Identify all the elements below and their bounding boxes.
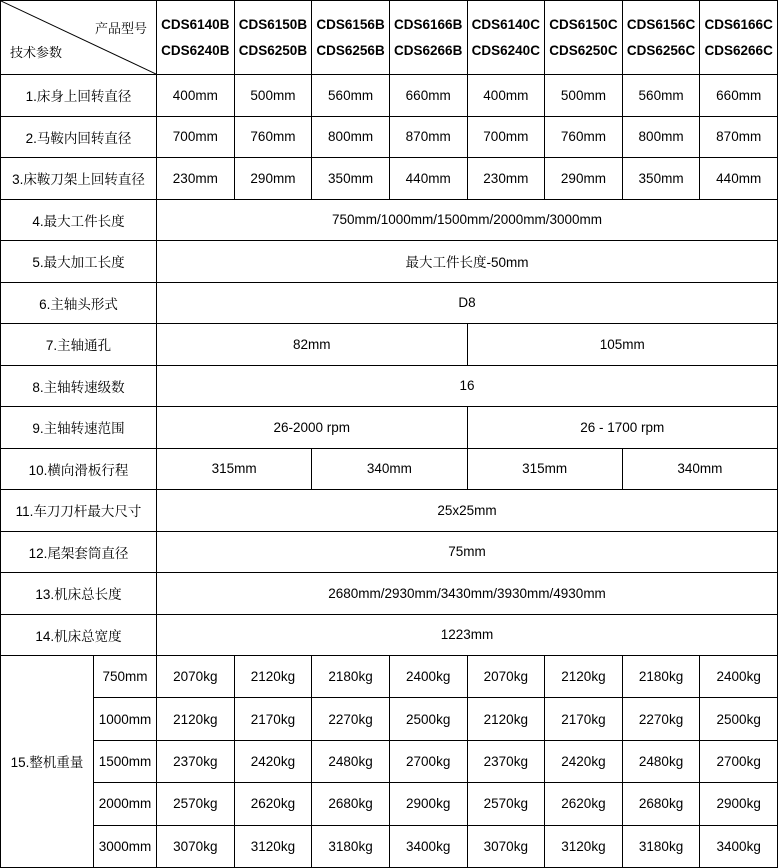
weight-value-cell: 3070kg <box>157 825 235 867</box>
weight-value-cell: 2620kg <box>234 783 312 825</box>
weight-value-cell: 2480kg <box>622 740 700 782</box>
spec-value-cell: 660mm <box>700 75 778 117</box>
model-name-bottom: CDS6250C <box>549 42 618 58</box>
spec-value-cell: 700mm <box>467 116 545 158</box>
spec-value-cell: 500mm <box>234 75 312 117</box>
spec-value-cell: 82mm <box>157 324 468 366</box>
weight-length-cell: 2000mm <box>94 783 157 825</box>
model-name-bottom: CDS6250B <box>238 42 308 58</box>
model-name-bottom: CDS6266C <box>704 42 773 58</box>
spec-row-2 <box>1 116 778 158</box>
model-header-col-2 <box>234 1 312 75</box>
model-name-bottom: CDS6266B <box>394 42 463 58</box>
spec-value-cell: 760mm <box>234 116 312 158</box>
model-name-top: CDS6156C <box>626 16 696 32</box>
spec-value-cell: 340mm <box>312 448 467 490</box>
weight-value-cell: 3120kg <box>234 825 312 867</box>
row-label: 4.最大工件长度 <box>1 199 157 241</box>
model-name-top: CDS6150B <box>238 16 308 32</box>
model-header-col-4 <box>389 1 467 75</box>
model-header-col-1 <box>157 1 235 75</box>
spec-row-12 <box>1 531 778 573</box>
weight-length-cell: 1000mm <box>94 698 157 740</box>
spec-row-11 <box>1 490 778 532</box>
spec-value-cell: 440mm <box>700 158 778 200</box>
weight-value-cell: 2180kg <box>622 656 700 698</box>
weight-value-cell: 2570kg <box>157 783 235 825</box>
spec-value-cell: 230mm <box>467 158 545 200</box>
row-label: 8.主轴转速级数 <box>1 365 157 407</box>
row-label: 1.床身上回转直径 <box>1 75 157 117</box>
row-label: 12.尾架套筒直径 <box>1 531 157 573</box>
model-header-col-5 <box>467 1 545 75</box>
spec-row-5 <box>1 241 778 283</box>
weight-value-cell: 2070kg <box>157 656 235 698</box>
weight-value-cell: 2180kg <box>312 656 390 698</box>
spec-value-cell: 560mm <box>312 75 390 117</box>
weight-value-cell: 3120kg <box>545 825 623 867</box>
spec-value-cell: 800mm <box>312 116 390 158</box>
weight-value-cell: 2400kg <box>700 656 778 698</box>
spec-value-cell: 105mm <box>467 324 778 366</box>
spec-value-cell: 2680mm/2930mm/3430mm/3930mm/4930mm <box>157 573 778 615</box>
row-label: 5.最大加工长度 <box>1 241 157 283</box>
weight-value-cell: 2120kg <box>157 698 235 740</box>
diagonal-divider-line <box>1 1 156 74</box>
corner-cell <box>1 1 157 75</box>
spec-value-cell: 26-2000 rpm <box>157 407 468 449</box>
weight-value-cell: 2700kg <box>700 740 778 782</box>
weight-value-cell: 3400kg <box>700 825 778 867</box>
spec-row-6 <box>1 282 778 324</box>
spec-value-cell: 440mm <box>389 158 467 200</box>
weight-value-cell: 2420kg <box>234 740 312 782</box>
spec-value-cell: 870mm <box>700 116 778 158</box>
spec-value-cell: 760mm <box>545 116 623 158</box>
spec-value-cell: 700mm <box>157 116 235 158</box>
spec-value-cell: 350mm <box>312 158 390 200</box>
spec-table-body <box>1 75 778 868</box>
spec-row-7 <box>1 324 778 366</box>
weight-length-cell: 1500mm <box>94 740 157 782</box>
weight-value-cell: 2370kg <box>157 740 235 782</box>
model-name-top: CDS6140B <box>161 16 230 32</box>
weight-value-cell: 2900kg <box>389 783 467 825</box>
weight-value-cell: 2900kg <box>700 783 778 825</box>
row-label: 3.床鞍刀架上回转直径 <box>1 158 157 200</box>
weight-value-cell: 3180kg <box>622 825 700 867</box>
weight-row-2000mm <box>1 783 778 825</box>
spec-value-cell: 560mm <box>622 75 700 117</box>
row-label: 9.主轴转速范围 <box>1 407 157 449</box>
model-name-top: CDS6166B <box>394 16 463 32</box>
spec-value-cell: 290mm <box>234 158 312 200</box>
weight-row-750mm <box>1 656 778 698</box>
weight-value-cell: 2120kg <box>545 656 623 698</box>
model-header-col-8 <box>700 1 778 75</box>
weight-row-1500mm <box>1 740 778 782</box>
weight-value-cell: 2500kg <box>389 698 467 740</box>
weight-value-cell: 3180kg <box>312 825 390 867</box>
model-name-bottom: CDS6240B <box>161 42 230 58</box>
row-label: 7.主轴通孔 <box>1 324 157 366</box>
model-name-bottom: CDS6240C <box>471 42 540 58</box>
weight-value-cell: 3070kg <box>467 825 545 867</box>
spec-row-4 <box>1 199 778 241</box>
weight-value-cell: 2270kg <box>312 698 390 740</box>
spec-value-cell: 315mm <box>467 448 622 490</box>
spec-row-14 <box>1 614 778 656</box>
spec-value-cell: 26 - 1700 rpm <box>467 407 778 449</box>
model-header-col-6 <box>545 1 623 75</box>
weight-value-cell: 2480kg <box>312 740 390 782</box>
weight-value-cell: 2370kg <box>467 740 545 782</box>
spec-value-cell: 800mm <box>622 116 700 158</box>
weight-value-cell: 2070kg <box>467 656 545 698</box>
weight-value-cell: 2680kg <box>312 783 390 825</box>
spec-value-cell: 25x25mm <box>157 490 778 532</box>
spec-value-cell: 400mm <box>157 75 235 117</box>
weight-value-cell: 2170kg <box>545 698 623 740</box>
row-label: 2.马鞍内回转直径 <box>1 116 157 158</box>
row-label: 14.机床总宽度 <box>1 614 157 656</box>
spec-value-cell: 340mm <box>622 448 777 490</box>
weight-row-3000mm <box>1 825 778 867</box>
spec-value-cell: 660mm <box>389 75 467 117</box>
row-label: 6.主轴头形式 <box>1 282 157 324</box>
spec-row-8 <box>1 365 778 407</box>
spec-value-cell: 870mm <box>389 116 467 158</box>
spec-value-cell: 230mm <box>157 158 235 200</box>
spec-row-10 <box>1 448 778 490</box>
weight-value-cell: 2170kg <box>234 698 312 740</box>
spec-value-cell: 290mm <box>545 158 623 200</box>
spec-value-cell: D8 <box>157 282 778 324</box>
weight-value-cell: 2700kg <box>389 740 467 782</box>
weight-row-1000mm <box>1 698 778 740</box>
weight-value-cell: 3400kg <box>389 825 467 867</box>
weight-length-cell: 750mm <box>94 656 157 698</box>
weight-value-cell: 2120kg <box>467 698 545 740</box>
weight-value-cell: 2120kg <box>234 656 312 698</box>
corner-label-product-model: 产品型号 <box>94 21 147 36</box>
weight-value-cell: 2620kg <box>545 783 623 825</box>
spec-row-9 <box>1 407 778 449</box>
model-header-col-7 <box>622 1 700 75</box>
spec-value-cell: 最大工件长度-50mm <box>157 241 778 283</box>
model-name-top: CDS6140C <box>471 16 540 32</box>
model-name-top: CDS6150C <box>549 16 618 32</box>
model-header-col-3 <box>312 1 390 75</box>
model-name-bottom: CDS6256B <box>316 42 385 58</box>
spec-row-13 <box>1 573 778 615</box>
model-name-top: CDS6166C <box>704 16 773 32</box>
model-name-bottom: CDS6256C <box>626 42 696 58</box>
spec-value-cell: 750mm/1000mm/1500mm/2000mm/3000mm <box>157 199 778 241</box>
weight-value-cell: 2680kg <box>622 783 700 825</box>
spec-value-cell: 400mm <box>467 75 545 117</box>
spec-value-cell: 500mm <box>545 75 623 117</box>
spec-value-cell: 1223mm <box>157 614 778 656</box>
weight-value-cell: 2270kg <box>622 698 700 740</box>
spec-value-cell: 315mm <box>157 448 312 490</box>
row-label: 10.横向滑板行程 <box>1 448 157 490</box>
corner-label-tech-params: 技术参数 <box>10 45 63 60</box>
weight-section-label: 15.整机重量 <box>1 656 94 868</box>
spec-row-3 <box>1 158 778 200</box>
weight-length-cell: 3000mm <box>94 825 157 867</box>
weight-value-cell: 2420kg <box>545 740 623 782</box>
model-name-top: CDS6156B <box>316 16 385 32</box>
weight-value-cell: 2500kg <box>700 698 778 740</box>
header-row <box>1 1 778 75</box>
spec-value-cell: 350mm <box>622 158 700 200</box>
spec-value-cell: 16 <box>157 365 778 407</box>
spec-row-1 <box>1 75 778 117</box>
weight-value-cell: 2400kg <box>389 656 467 698</box>
row-label: 13.机床总长度 <box>1 573 157 615</box>
weight-value-cell: 2570kg <box>467 783 545 825</box>
row-label: 11.车刀刀杆最大尺寸 <box>1 490 157 532</box>
spec-value-cell: 75mm <box>157 531 778 573</box>
